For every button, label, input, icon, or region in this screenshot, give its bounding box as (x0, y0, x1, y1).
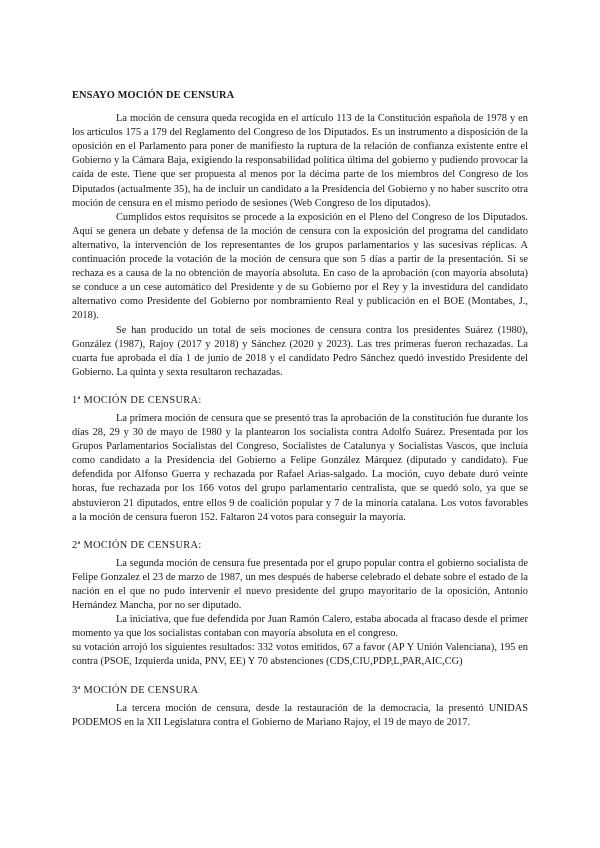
intro-paragraph: La moción de censura queda recogida en el artículo 113 de la Constitución española de 1978 y en los artículos 175 a 179 del Reglamento del Congreso de los Diputados. Es un instrumento a disposición de la oposición en el Parlamento para poner de manifiesto la ruptura de la relación de confianza existente entre el Gobierno y la Cámara Baja, exigiendo la responsabilidad política última del gobierno y pudiendo provocar la caída de este. Tiene que ser propuesta al menos por la décima parte de los miembros del Congreso de los Diputados (actualmente 35), ha de incluir un candidato a la Presidencia del Gobierno y no haber suscrito otra moción de censura en el mismo periodo de sesiones (Web Congreso de los diputados). (72, 113, 528, 209)
intro-paragraph: Cumplidos estos requisitos se procede a la exposición en el Pleno del Congreso de los Diputados. Aquí se genera un debate y defensa de la moción de censura con la exposición del programa del candidato alternativo, la intervención de los representantes de los grupos parlamentarios y las sucesivas réplicas. A continuación procede la votación de la moción de censura que son 5 días a partir de la presentación. Si se rechaza es a causa de la no obtención de mayoría absoluta. En caso de la aprobación (con mayoría absoluta) se conduce a un cese automático del Presidente y de su Gobierno por el Rey y la investidura del candidato alternativo como Presidente del Gobierno por nombramiento Real y publicación en el BOE (Montabes, J., 2018). (72, 211, 528, 322)
section-heading-3: 3ª MOCIÓN DE CENSURA (72, 684, 199, 696)
section-2-paragraph: La segunda moción de censura fue presentada por el grupo popular contra el gobierno socialista de Felipe Gonzalez el 23 de marzo de 1987, un mes después de haberse celebrado el debate sobre el estado de la nación en el que no pudo intervenir el nuevo presidente del grupo mayoritario de la oposición, Antonio Hernández Mancha, por no ser diputado. (72, 557, 528, 612)
section-2-paragraph: La iniciativa, que fue defendida por Juan Ramón Calero, estaba abocada al fracaso desde el primer momento ya que los socialistas contaban con mayoría absoluta en el congreso. (72, 614, 528, 640)
document-body (72, 89, 528, 730)
section-1-paragraph: La primera moción de censura que se presentó tras la aprobación de la constitución fue durante los días 28, 29 y 30 de mayo de 1980 y la plantearon los socialista contra Adolfo Suárez. Presentada por los Grupos Parlamentarios Socialistas del Congreso, Socialistes de Catalunya y Socialistas Vascos, que incluía como candidato a la Presidencia del Gobierno a Felipe González Márquez (diputado y candidato). Fue defendida por Alfonso Guerra y rechazada por Rafael Arias-salgado. La moción, cuyo debate duró veinte horas, fue rechazada por los 166 votos del grupo parlamentario centralista, que se quedó solo, ya que se abstuvieron 21 diputados, entre ellos 9 de coalición popular y 7 de la minoría catalana. Los votos favorables a la moción de censura fueron 152. Faltaron 24 votos para conseguir la mayoría. (72, 412, 528, 523)
section-heading-1: 1ª MOCIÓN DE CENSURA: (72, 394, 202, 406)
section-2-results: su votación arrojó los siguientes resultados: 332 votos emitidos, 67 a favor (AP Y Unión Valenciana), 195 en contra (PSOE, Izquierda unida, PNV, EE) Y 70 abstenciones (CDS,CIU,PDP,L,PAR,AIC,CG) (72, 642, 528, 668)
section-heading-2: 2ª MOCIÓN DE CENSURA: (72, 539, 202, 551)
document-title: ENSAYO MOCIÓN DE CENSURA (72, 90, 235, 101)
intro-paragraph: Se han producido un total de seis mociones de censura contra los presidentes Suárez (1980), González (1987), Rajoy (2017 y 2018) y Sánchez (2020 y 2023). Las tres primeras fueron rechazadas. La cuarta fue aprobada el día 1 de junio de 2018 y el candidato Pedro Sánchez quedó investido Presidente del Gobierno. La quinta y sexta resultaron rechazadas. (72, 324, 528, 378)
section-3-paragraph: La tercera moción de censura, desde la restauración de la democracia, la presentó UNIDAS PODEMOS en la XII Legislatura contra el Gobierno de Mariano Rajoy, el 19 de mayo de 2017. (72, 702, 528, 728)
